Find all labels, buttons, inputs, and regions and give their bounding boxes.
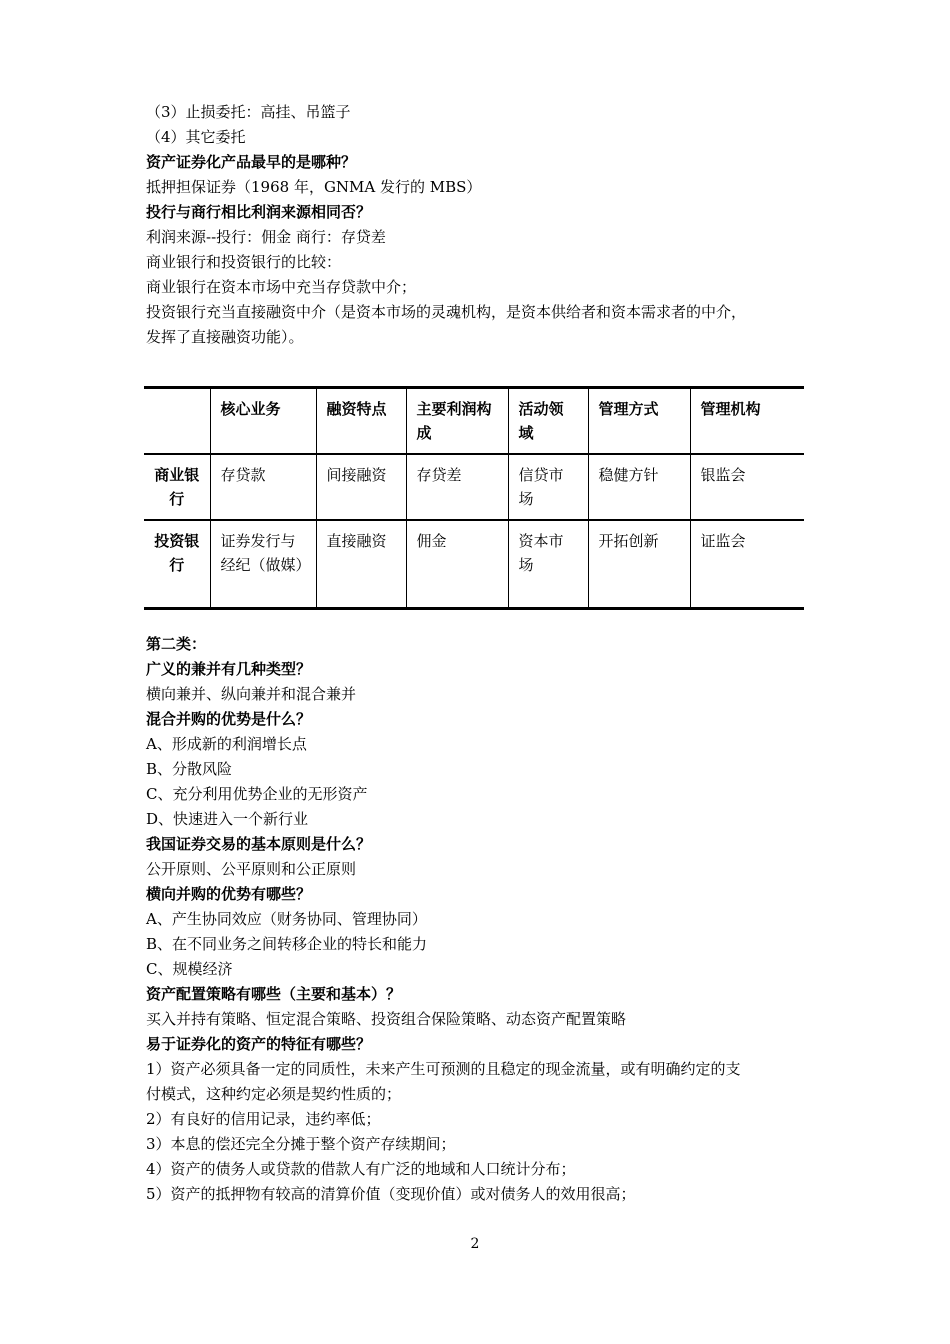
answer-text: B、分散风险 bbox=[146, 760, 233, 778]
comparison-table bbox=[144, 386, 804, 610]
table-cell: 存贷款 bbox=[210, 454, 316, 520]
answer-text: 3）本息的偿还完全分摊于整个资产存续期间； bbox=[146, 1135, 456, 1153]
table-cell: 稳健方针 bbox=[588, 454, 690, 520]
answer-text: A、形成新的利润增长点 bbox=[146, 735, 307, 753]
answer-text: 5）资产的抵押物有较高的清算价值（变现价值）或对债务人的效用很高； bbox=[146, 1185, 636, 1203]
table-cell: 信贷市场 bbox=[508, 454, 588, 520]
table-cell: 证券发行与经纪（做媒） bbox=[210, 520, 316, 608]
table-header-cell: 核心业务 bbox=[210, 388, 316, 455]
table-cell: 直接融资 bbox=[316, 520, 406, 608]
question-heading: 混合并购的优势是什么？ bbox=[146, 710, 312, 728]
answer-text: 2）有良好的信用记录，违约率低； bbox=[146, 1110, 381, 1128]
answer-text: 投资银行充当直接融资中介（是资本市场的灵魂机构，是资本供给者和资本需求者的中介， bbox=[146, 303, 747, 321]
answer-text: D、快速进入一个新行业 bbox=[146, 810, 309, 828]
answer-text: 付模式，这种约定必须是契约性质的； bbox=[146, 1085, 402, 1103]
table-cell: 资本市场 bbox=[508, 520, 588, 608]
question-heading: 资产证券化产品最早的是哪种？ bbox=[146, 153, 357, 171]
question-heading: 广义的兼并有几种类型？ bbox=[146, 660, 312, 678]
answer-text: 利润来源--投行：佣金 商行：存贷差 bbox=[146, 228, 386, 246]
table-header-cell bbox=[144, 388, 210, 455]
answer-text: 1）资产必须具备一定的同质性，未来产生可预测的且稳定的现金流量，或有明确约定的支 bbox=[146, 1060, 741, 1078]
table-cell: 证监会 bbox=[690, 520, 804, 608]
table-header-cell: 管理方式 bbox=[588, 388, 690, 455]
table-header-cell: 融资特点 bbox=[316, 388, 406, 455]
table-cell: 间接融资 bbox=[316, 454, 406, 520]
section-title: 第二类： bbox=[146, 635, 207, 653]
answer-text: 4）资产的债务人或贷款的借款人有广泛的地域和人口统计分布； bbox=[146, 1160, 576, 1178]
question-heading: 横向并购的优势有哪些？ bbox=[146, 885, 312, 903]
question-heading: 资产配置策略有哪些（主要和基本）？ bbox=[146, 985, 402, 1003]
table-header-cell: 管理机构 bbox=[690, 388, 804, 455]
table-row bbox=[144, 454, 804, 520]
table-header-cell: 活动领域 bbox=[508, 388, 588, 455]
table-row-label: 商业银行 bbox=[144, 454, 210, 520]
text-line: （4）其它委托 bbox=[146, 128, 246, 146]
answer-text: 商业银行和投资银行的比较： bbox=[146, 253, 342, 271]
table-cell: 开拓创新 bbox=[588, 520, 690, 608]
answer-text: 横向兼并、纵向兼并和混合兼并 bbox=[146, 685, 357, 703]
table-row bbox=[144, 520, 804, 608]
table-header-cell: 主要利润构成 bbox=[406, 388, 508, 455]
answer-text: C、规模经济 bbox=[146, 960, 233, 978]
answer-text: B、在不同业务之间转移企业的特长和能力 bbox=[146, 935, 428, 953]
answer-text: 商业银行在资本市场中充当存贷款中介； bbox=[146, 278, 417, 296]
answer-text: 公开原则、公平原则和公正原则 bbox=[146, 860, 357, 878]
answer-text: 买入并持有策略、恒定混合策略、投资组合保险策略、动态资产配置策略 bbox=[146, 1010, 627, 1028]
answer-text: C、充分利用优势企业的无形资产 bbox=[146, 785, 368, 803]
answer-text: A、产生协同效应（财务协同、管理协同） bbox=[146, 910, 427, 928]
question-heading: 易于证券化的资产的特征有哪些？ bbox=[146, 1035, 372, 1053]
answer-text: 发挥了直接融资功能）。 bbox=[146, 328, 304, 346]
table-row-label: 投资银行 bbox=[144, 520, 210, 608]
page-number: 2 bbox=[470, 1236, 480, 1252]
table-cell: 银监会 bbox=[690, 454, 804, 520]
table-cell: 佣金 bbox=[406, 520, 508, 608]
text-line: （3）止损委托：高挂、吊篮子 bbox=[146, 103, 351, 121]
answer-text: 抵押担保证券（1968 年，GNMA 发行的 MBS） bbox=[146, 178, 482, 196]
question-heading: 投行与商行相比利润来源相同否？ bbox=[146, 203, 372, 221]
question-heading: 我国证券交易的基本原则是什么？ bbox=[146, 835, 372, 853]
table-cell: 存贷差 bbox=[406, 454, 508, 520]
table-header-row bbox=[144, 388, 804, 455]
